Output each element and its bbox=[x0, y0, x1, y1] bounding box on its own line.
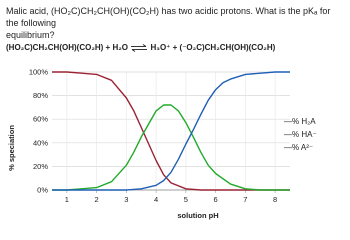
x-tick-label: 3 bbox=[124, 195, 129, 204]
chart-ticks bbox=[29, 68, 277, 205]
equation-plus-1: + bbox=[105, 43, 111, 52]
chart-series bbox=[52, 72, 290, 190]
y-axis-label: % speciation bbox=[7, 125, 16, 171]
y-tick-label: 80% bbox=[32, 91, 48, 101]
question-line-1: Malic acid, (HO₂C)CH₂CH(OH)(CO₂H) has two acidic protons. What is the pKₐ for the following bbox=[6, 6, 331, 28]
x-tick-label: 7 bbox=[243, 195, 248, 204]
x-tick-label: 1 bbox=[64, 195, 69, 204]
chart-gridlines bbox=[52, 72, 290, 193]
x-tick-label: 2 bbox=[94, 195, 99, 204]
y-tick-label: 60% bbox=[32, 114, 48, 124]
y-tick-label: 100% bbox=[28, 67, 48, 77]
series-line-1 bbox=[52, 105, 290, 190]
equation-plus-2: + bbox=[172, 43, 178, 52]
y-tick-label: 0% bbox=[37, 185, 48, 195]
equation-conjugate-base: (⁻O₂C)CH₂CH(OH)(CO₂H) bbox=[179, 43, 276, 52]
x-tick-label: 5 bbox=[183, 195, 188, 204]
question-line-2: equilibrium? bbox=[6, 30, 55, 40]
x-tick-label: 8 bbox=[273, 195, 278, 204]
y-tick-label: 40% bbox=[32, 138, 48, 148]
series-line-2 bbox=[52, 72, 290, 190]
legend-entry-0: —% H₂A bbox=[284, 117, 316, 126]
x-tick-label: 6 bbox=[213, 195, 218, 204]
chart-legend bbox=[284, 117, 317, 152]
legend-entry-1: —% HA⁻ bbox=[284, 130, 317, 139]
equation-reactant: (HO₂C)CH₂CH(OH)(CO₂H) bbox=[6, 43, 104, 52]
x-tick-label: 4 bbox=[154, 195, 159, 204]
equation-water: H₂O bbox=[112, 43, 129, 52]
legend-entry-2: —% A²⁻ bbox=[284, 143, 314, 152]
equation-hydronium: H₃O⁺ bbox=[150, 43, 171, 52]
y-tick-label: 20% bbox=[32, 161, 48, 171]
x-axis-label: solution pH bbox=[177, 211, 219, 220]
